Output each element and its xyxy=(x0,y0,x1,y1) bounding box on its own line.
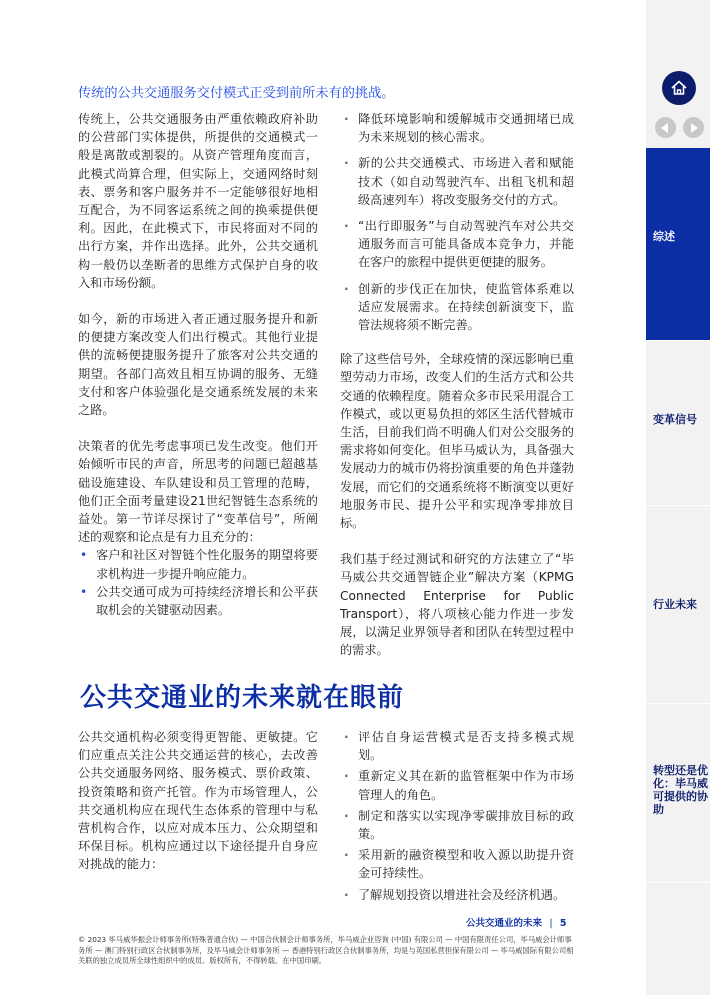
arrow-right-icon xyxy=(691,123,698,133)
section-title: 公共交通业的未来就在眼前 xyxy=(80,683,405,713)
list-item: · “出行即服务”与自动驾驶汽车对公共交通服务而言可能具备成本竞争力，并能在客户的旅程中提供更便捷的服务。 xyxy=(340,217,574,272)
list-item: · 新的公共交通模式、市场进入者和赋能技术（如自动驾驶汽车、出租飞机和超级高速列车）将改变服务交付的方式。 xyxy=(340,154,574,209)
list-item: · 采用新的融资模型和收入源以助提升资金可持续性。 xyxy=(340,846,574,882)
signal-dot-list xyxy=(340,110,574,334)
nav-item-label: 综述 xyxy=(653,230,675,243)
bullet-item: • 客户和社区对智链个性化服务的期望将要求机构进一步提升响应能力。 xyxy=(78,546,318,582)
nav-item-industry-future[interactable] xyxy=(646,505,710,703)
nav-item-label: 转型还是优化：毕马威可提供的协助 xyxy=(653,764,708,816)
section-right-column xyxy=(340,728,574,920)
list-item: · 制定和落实以实现净零碳排放目标的政策。 xyxy=(340,807,574,843)
capability-list xyxy=(340,728,574,904)
paragraph: 公共交通机构必须变得更智能、更敏捷。它们应重点关注公共交通运营的核心，去改善公共交通服务网络、服务模式、票价政策、投资策略和资产托管。作为市场管理人，公共交通机构应在现代生态体系的管理中与私营机构合作，以应对成本压力、公众期望和环保目标。机构应通过以下途径提升自身应对挑战的能力： xyxy=(78,730,318,872)
navigation-sidebar xyxy=(646,0,710,995)
footer-separator: | xyxy=(549,918,553,929)
bullet-item: • 公共交通可成为可持续经济增长和公平获取机会的关键驱动因素。 xyxy=(78,583,318,619)
paragraph: 决策者的优先考虑事项已发生改变。他们开始倾听市民的声音，所思考的问题已超越基础设施建设、车队建设和员工管理的范畴，他们正全面考量建设21世纪智链生态系统的益处。第一节详尽探讨了“变革信号”，所阐述的观察和论点是有力且充分的： xyxy=(78,439,318,545)
footer-doc-title: 公共交通业的未来 xyxy=(466,918,543,929)
paragraph: 我们基于经过测试和研究的方法建立了“毕马威公共交通智链企业”解决方案（KPMG Connected Enterprise for Public Transport），将八项核心能力作进一步发展，以满足业界领导者和团队在转型过程中的需求。 xyxy=(340,552,574,658)
nav-item-label: 行业未来 xyxy=(653,598,697,611)
home-icon xyxy=(669,78,689,98)
nav-item-transform-or-optimize[interactable] xyxy=(646,703,710,883)
list-item: · 重新定义其在新的监管框架中作为市场管理人的角色。 xyxy=(340,767,574,803)
next-page-button[interactable] xyxy=(683,117,704,138)
footer-title xyxy=(466,915,566,929)
list-item: · 评估自身运营模式是否支持多模式规划。 xyxy=(340,728,574,764)
left-column xyxy=(78,110,318,619)
page-number: 5 xyxy=(559,918,567,929)
nav-item-label: 变革信号 xyxy=(653,413,697,426)
paragraph: 如今，新的市场进入者正通过服务提升和新的便捷方案改变人们出行模式。其他行业提供的流畅便捷服务提升了旅客对公共交通的期望。各部门高效且相互协调的服务、无缝支付和客户体验强化是交通系统发展的未来之路。 xyxy=(78,312,318,418)
paragraph: 除了这些信号外，全球疫情的深远影响已重塑劳动力市场，改变人们的生活方式和公共交通的依赖程度。随着众多市民采用混合工作模式，或以更易负担的郊区生活代替城市生活，目前我们尚不明确人们对公交服务的需求将如何变化。但毕马威认为，具备强大发展动力的城市仍将扮演重要的角色并蓬勃发展，而它们的交通系统将不断演变以更好地服务市民、提升公平和实现净零排放目标。 xyxy=(340,352,574,531)
section-left-column xyxy=(78,728,318,874)
list-item: · 降低环境影响和缓解城市交通拥堵已成为未来规划的核心需求。 xyxy=(340,110,574,146)
intro-subheading: 传统的公共交通服务交付模式正受到前所未有的挑战。 xyxy=(78,86,395,101)
list-item: · 创新的步伐正在加快，使监管体系难以适应发展需求。在持续创新演变下，监管法规将须不断完善。 xyxy=(340,280,574,335)
previous-page-button[interactable] xyxy=(655,117,676,138)
home-button[interactable] xyxy=(662,71,696,105)
arrow-left-icon xyxy=(661,123,668,133)
list-item: · 了解规划投资以增进社会及经济机遇。 xyxy=(340,886,574,904)
paragraph: 传统上，公共交通服务由严重依赖政府补助的公营部门实体提供，所提供的交通模式一般是离散或割裂的。从资产管理角度而言，此模式尚算合理，但实际上，交通网络时刻表、票务和客户服务并不一定能够很好地相互配合，为不同客运系统之间的换乘提供便利。因此，在此模式下，市民将面对不同的出行方案，并作出选择。此外，公共交通机构一般仍以垄断者的思维方式保护自身的收入和市场份额。 xyxy=(78,112,318,290)
copyright-note: © 2023 毕马威华振会计师事务所(特殊普通合伙) — 中国合伙制会计师事务所，毕马威企业咨询 (中国) 有限公司 — 中国有限责任公司，毕马威会计师事务所 — 澳门特别行政区合伙制事务所，及毕马威会计师事务所 — 香港特别行政区合伙制事务所，均是与英国私营担保有限公司 — 毕马威国际有限公司相关联的独立成员所全球性组织中的成员。版权所有，不得转载。在中国印刷。 xyxy=(78,935,574,965)
signal-bullet-list xyxy=(78,546,318,619)
nav-item-overview[interactable] xyxy=(646,148,710,340)
right-column xyxy=(340,110,574,659)
nav-item-signals-of-change[interactable] xyxy=(646,340,710,505)
